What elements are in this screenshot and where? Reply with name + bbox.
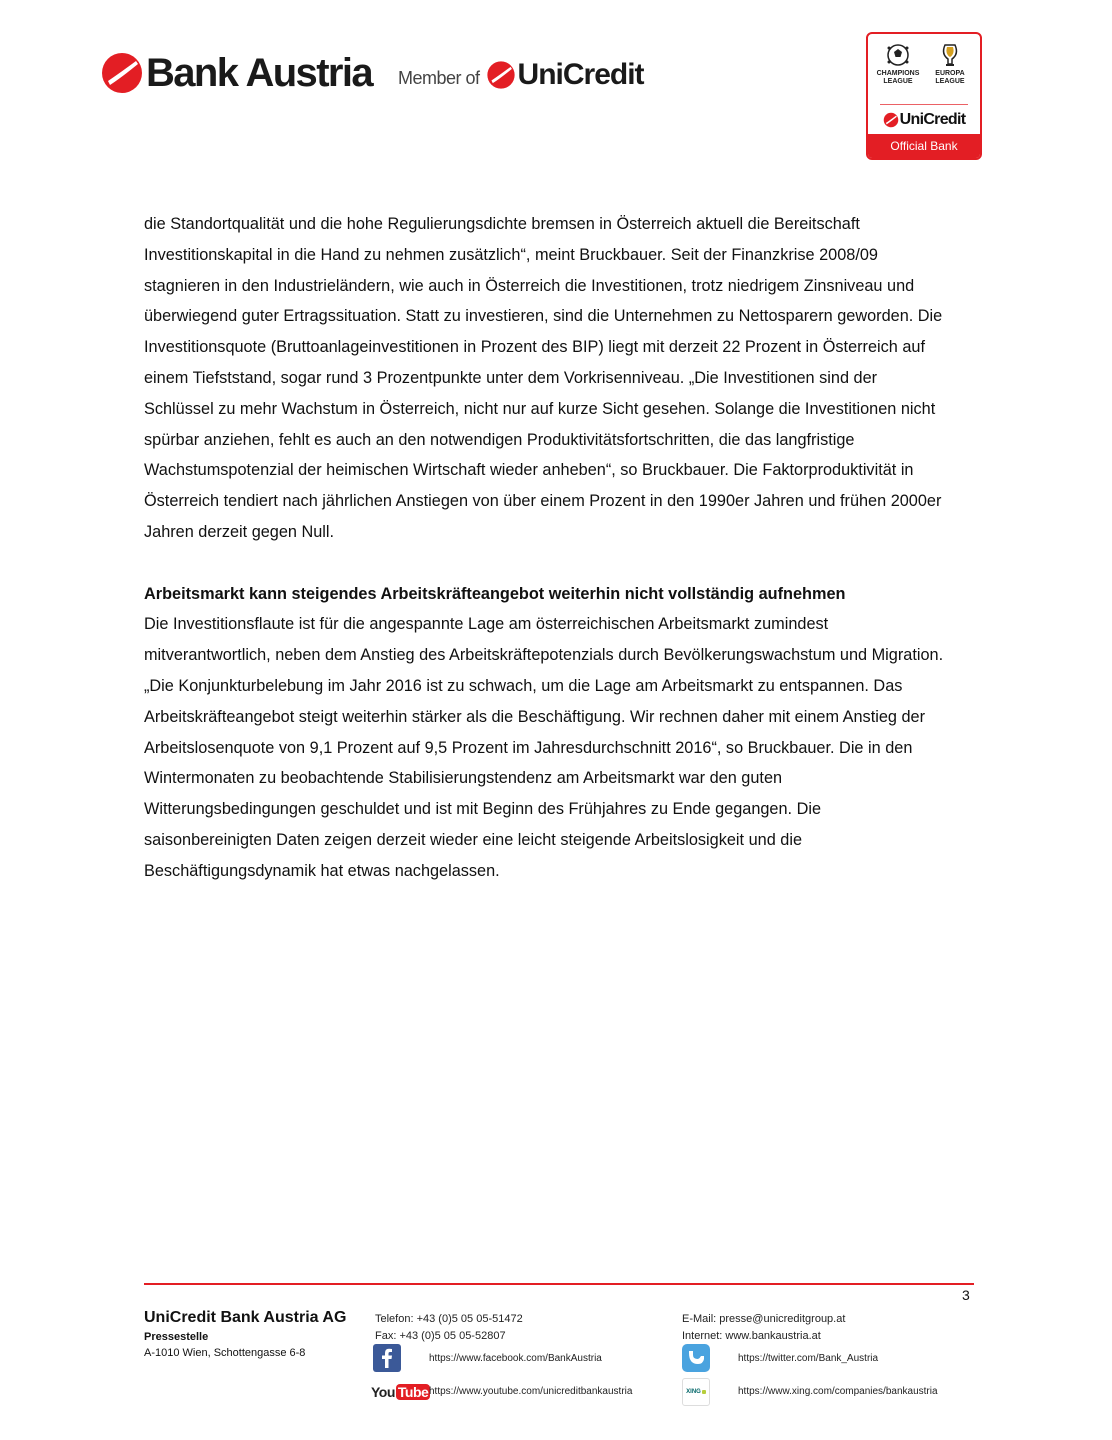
xing-icon[interactable] [682,1378,710,1406]
brand-name: Bank Austria [146,51,373,95]
bank-austria-logo [100,48,372,98]
member-of-label: Member of [398,67,480,88]
champions-league-ball-icon [885,42,911,68]
badge-divider [880,104,968,105]
footer-company: UniCredit Bank Austria AG [144,1309,347,1326]
footer-divider [144,1283,974,1285]
member-of-unicredit [398,56,644,94]
footer-internet[interactable]: Internet: www.bankaustria.at [682,1330,821,1342]
footer-address: A-1010 Wien, Schottengasse 6-8 [144,1347,306,1359]
footer-email[interactable]: E-Mail: presse@unicreditgroup.at [682,1313,846,1325]
footer-department: Pressestelle [144,1331,209,1343]
badge-unicredit-logo [868,105,980,135]
twitter-link[interactable]: https://twitter.com/Bank_Austria [738,1353,879,1364]
unicredit-logo-icon [100,51,144,95]
paragraph-gap [144,548,944,579]
youtube-icon-tube: Tube [397,1384,429,1400]
youtube-icon[interactable] [371,1381,429,1403]
unicredit-logo-icon [883,112,899,128]
europa-league-trophy-icon [937,42,963,68]
twitter-icon[interactable] [682,1344,710,1372]
xing-icon-text: XING [686,1389,701,1395]
europa-league-label: EUROPA LEAGUE [935,70,965,85]
unicredit-wordmark: UniCredit [517,58,644,91]
body-paragraph-2: Die Investitionsflaute ist für die angespannte Lage am österreichischen Arbeitsmarkt zumindest mitverantwortlich, neben dem Anstieg des Arbeitskräftepotenzials durch Bevölkerungswachstum und Migration. „Die Konjunkturbelebung im Jahr 2016 ist zu schwach, um die Lage am Arbeitsmarkt zu entspannen. Das Arbeitskräfteangebot steigt weiterhin stärker als die Beschäftigung. Wir rechnen daher mit einem Anstieg der Arbeitslosenquote von 9,1 Prozent auf 9,5 Prozent im Jahresdurchschnitt 2016“, so Bruckbauer. Die in den Wintermonaten zu beobachtende Stabilisierungstendenz am Arbeitsmarkt war den guten Witterungsbedingungen geschuldet und ist mit Beginn des Frühjahres zu Ende gegangen. Die saisonbereinigten Daten zeigen derzeit wieder eine leicht steigende Arbeitslosigkeit und die Beschäftigungsdynamik hat etwas nachgelassen. [144,615,944,880]
footer-phone: Telefon: +43 (0)5 05 05-51472 [375,1313,523,1325]
official-bank-label: Official Bank [868,134,980,158]
xing-link[interactable]: https://www.xing.com/companies/bankaustria [738,1386,938,1397]
facebook-icon[interactable] [373,1344,401,1372]
official-bank-badge [866,32,982,160]
xing-icon-mark [702,1390,706,1394]
footer-fax: Fax: +43 (0)5 05 05-52807 [375,1330,506,1342]
champions-league-label: CHAMPIONS LEAGUE [876,70,920,85]
youtube-link[interactable]: https://www.youtube.com/unicreditbankaustria [429,1386,633,1397]
badge-brand: UniCredit [899,111,966,128]
document-body [144,209,944,887]
facebook-link[interactable]: https://www.facebook.com/BankAustria [429,1353,602,1364]
body-paragraph-1: die Standortqualität und die hohe Regulierungsdichte bremsen in Österreich aktuell die Bereitschaft Investitionskapital in die Hand zu nehmen zusätzlich“, meint Bruckbauer. Seit der Finanzkrise 2008/09 stagnieren in den Industrieländern, wie auch in Österreich die Investitionen, trotz niedrigem Zinsniveau und überwiegend guter Ertragssituation. Statt zu investieren, sind die Unternehmen zu Nettosparern geworden. Die Investitionsquote (Bruttoanlageinvestitionen in Prozent des BIP) liegt mit derzeit 22 Prozent in Österreich auf einem Tiefststand, sogar rund 3 Prozentpunkte unter dem Vorkrisenniveau. „Die Investitionen sind der Schlüssel zu mehr Wachstum in Österreich, nicht nur auf kurze Sicht gesehen. Solange die Investitionen nicht spürbar anziehen, fehlt es auch an den notwendigen Produktivitätsfortschritten, die das langfristige Wachstumspotenzial der heimischen Wirtschaft wieder anheben“, so Bruckbauer. Die Faktorproduktivität in Österreich tendiert nach jährlichen Anstiegen von über einem Prozent in den 1990er Jahren und frühen 2000er Jahren derzeit gegen Null. [144,215,943,541]
page-number: 3 [962,1287,970,1303]
unicredit-logo-icon [486,60,516,90]
section-heading: Arbeitsmarkt kann steigendes Arbeitskräfteangebot weiterhin nicht vollständig aufnehmen [144,584,846,603]
youtube-icon-text: You [371,1384,395,1400]
